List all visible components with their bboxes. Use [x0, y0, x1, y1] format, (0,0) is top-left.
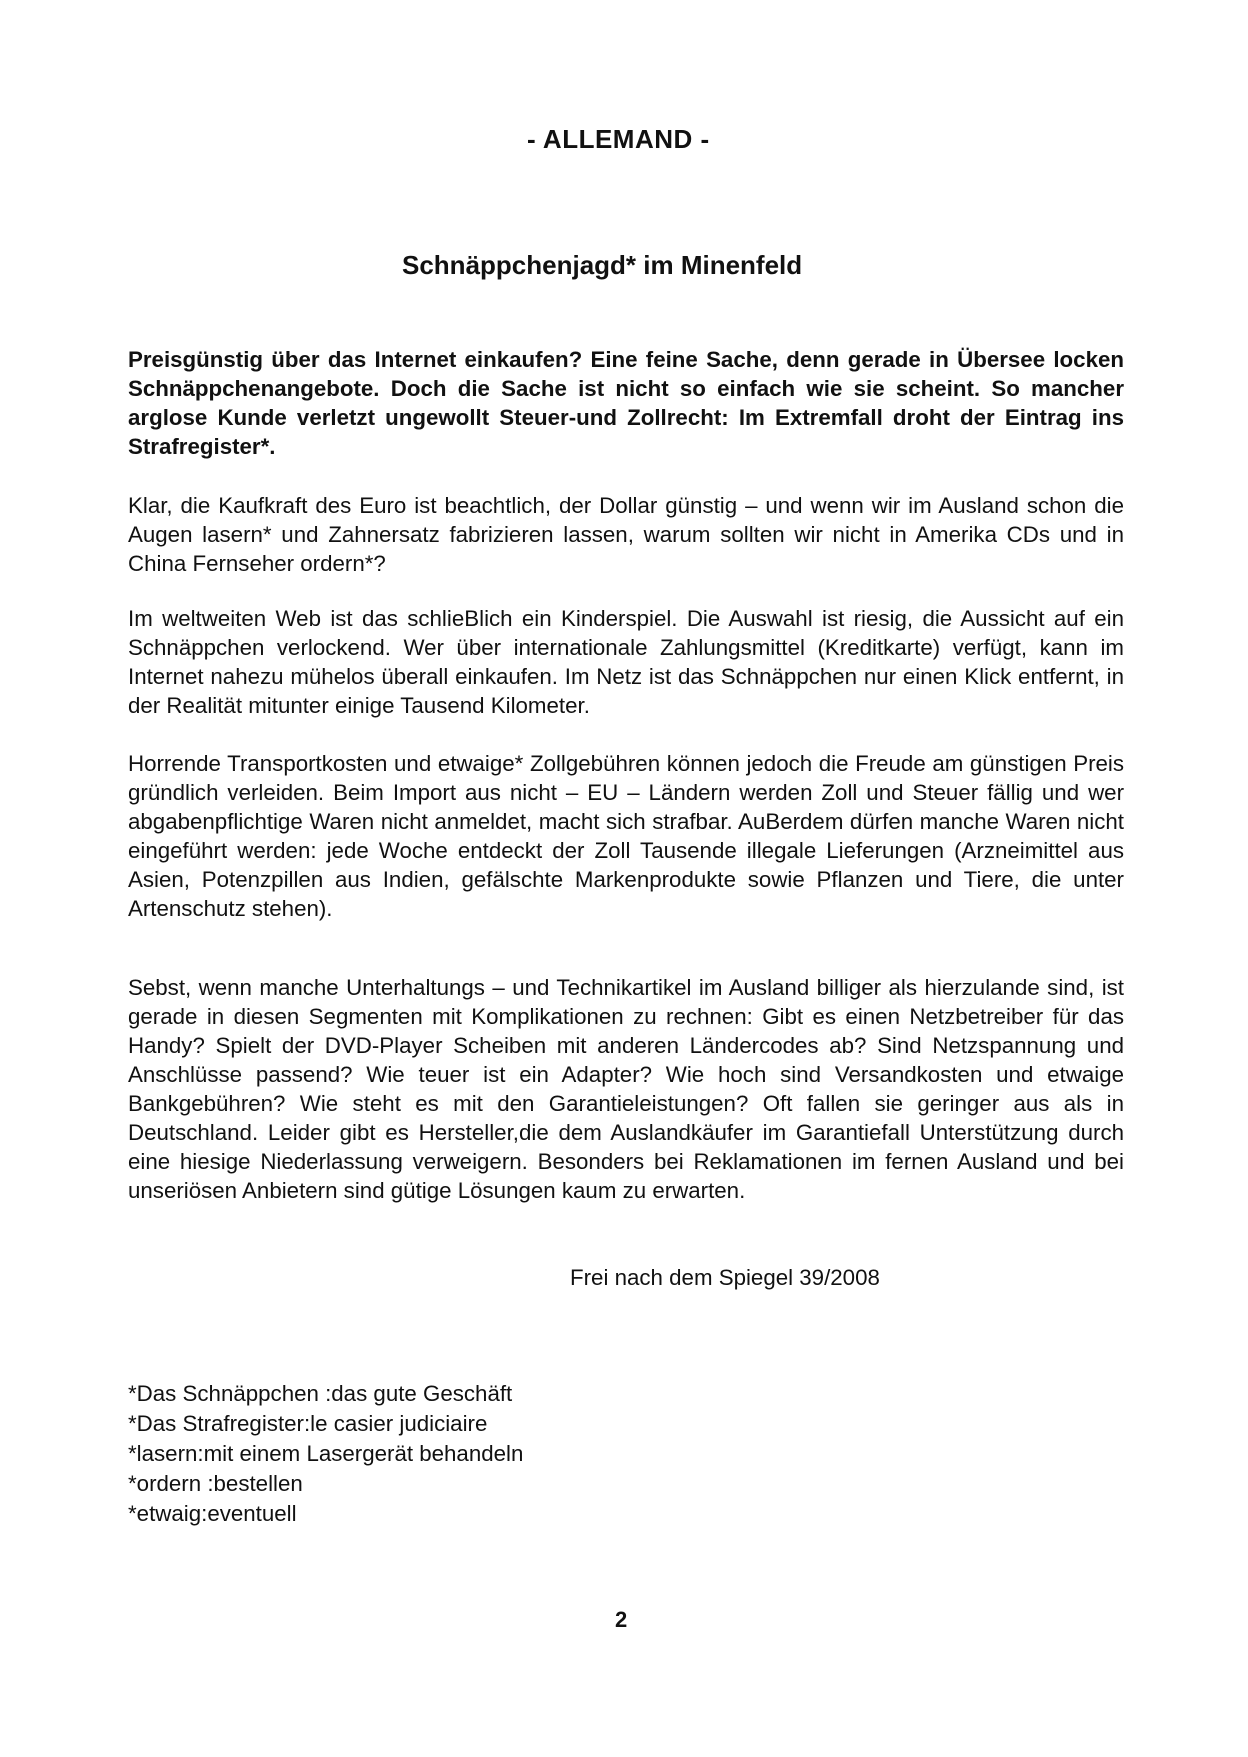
glossary-item: *lasern:mit einem Lasergerät behandeln [128, 1441, 524, 1466]
article-paragraph-3: Horrende Transportkosten und etwaige* Zollgebühren können jedoch die Freude am günstigen Preis gründlich verleiden. Beim Import aus nicht – EU – Ländern werden Zoll und Steuer fällig und wer abgabenpflichtige Waren nicht anmeldet, macht sich strafbar. AuBerdem dürfen manche Waren nicht eingeführt werden: jede Woche entdeckt der Zoll Tausende illegale Lieferungen (Arzneimittel aus Asien, Potenzpillen aus Indien, gefälschte Markenprodukte sowie Pflanzen und Tiere, die unter Artenschutz stehen). [128, 751, 1124, 921]
glossary-item: *Das Schnäppchen :das gute Geschäft [128, 1381, 513, 1406]
source-citation: Frei nach dem Spiegel 39/2008 [570, 1265, 880, 1290]
subject-heading: - ALLEMAND - [527, 124, 710, 154]
glossary-item: *etwaig:eventuell [128, 1501, 297, 1526]
article-intro: Preisgünstig über das Internet einkaufen? Eine feine Sache, denn gerade in Übersee locken Schnäppchenangebote. Doch die Sache ist nicht so einfach wie sie scheint. So mancher arglose Kunde verletzt ungewollt Steuer-und Zollrecht: Im Extremfall droht der Eintrag ins Strafregister*. [128, 347, 1124, 459]
page-number: 2 [615, 1607, 628, 1632]
glossary-item: *Das Strafregister:le casier judiciaire [128, 1411, 488, 1436]
glossary-list [128, 1379, 523, 1529]
glossary-item: *ordern :bestellen [128, 1471, 303, 1496]
article-paragraph-2: Im weltweiten Web ist das schlieBlich ein Kinderspiel. Die Auswahl ist riesig, die Aussicht auf ein Schnäppchen verlockend. Wer über internationale Zahlungsmittel (Kreditkarte) verfügt, kann im Internet nahezu mühelos überall einkaufen. Im Netz ist das Schnäppchen nur einen Klick entfernt, in der Realität mitunter einige Tausend Kilometer. [128, 606, 1124, 718]
article-paragraph-4: Sebst, wenn manche Unterhaltungs – und Technikartikel im Ausland billiger als hierzulande sind, ist gerade in diesen Segmenten mit Komplikationen zu rechnen: Gibt es einen Netzbetreiber für das Handy? Spielt der DVD-Player Scheiben mit anderen Ländercodes ab? Sind Netzspannung und Anschlüsse passend? Wie teuer ist ein Adapter? Wie hoch sind Versandkosten und etwaige Bankgebühren? Wie steht es mit den Garantieleistungen? Oft fallen sie geringer aus als in Deutschland. Leider gibt es Hersteller,die dem Auslandkäufer im Garantiefall Unterstützung durch eine hiesige Niederlassung verweigern. Besonders bei Reklamationen im fernen Ausland und bei unseriösen Anbietern sind gütige Lösungen kaum zu erwarten. [128, 975, 1124, 1203]
article-paragraph-1: Klar, die Kaufkraft des Euro ist beachtlich, der Dollar günstig – und wenn wir im Ausland schon die Augen lasern* und Zahnersatz fabrizieren lassen, warum sollten wir nicht in Amerika CDs und in China Fernseher ordern*? [128, 493, 1124, 576]
article-title: Schnäppchenjagd* im Minenfeld [402, 250, 803, 280]
